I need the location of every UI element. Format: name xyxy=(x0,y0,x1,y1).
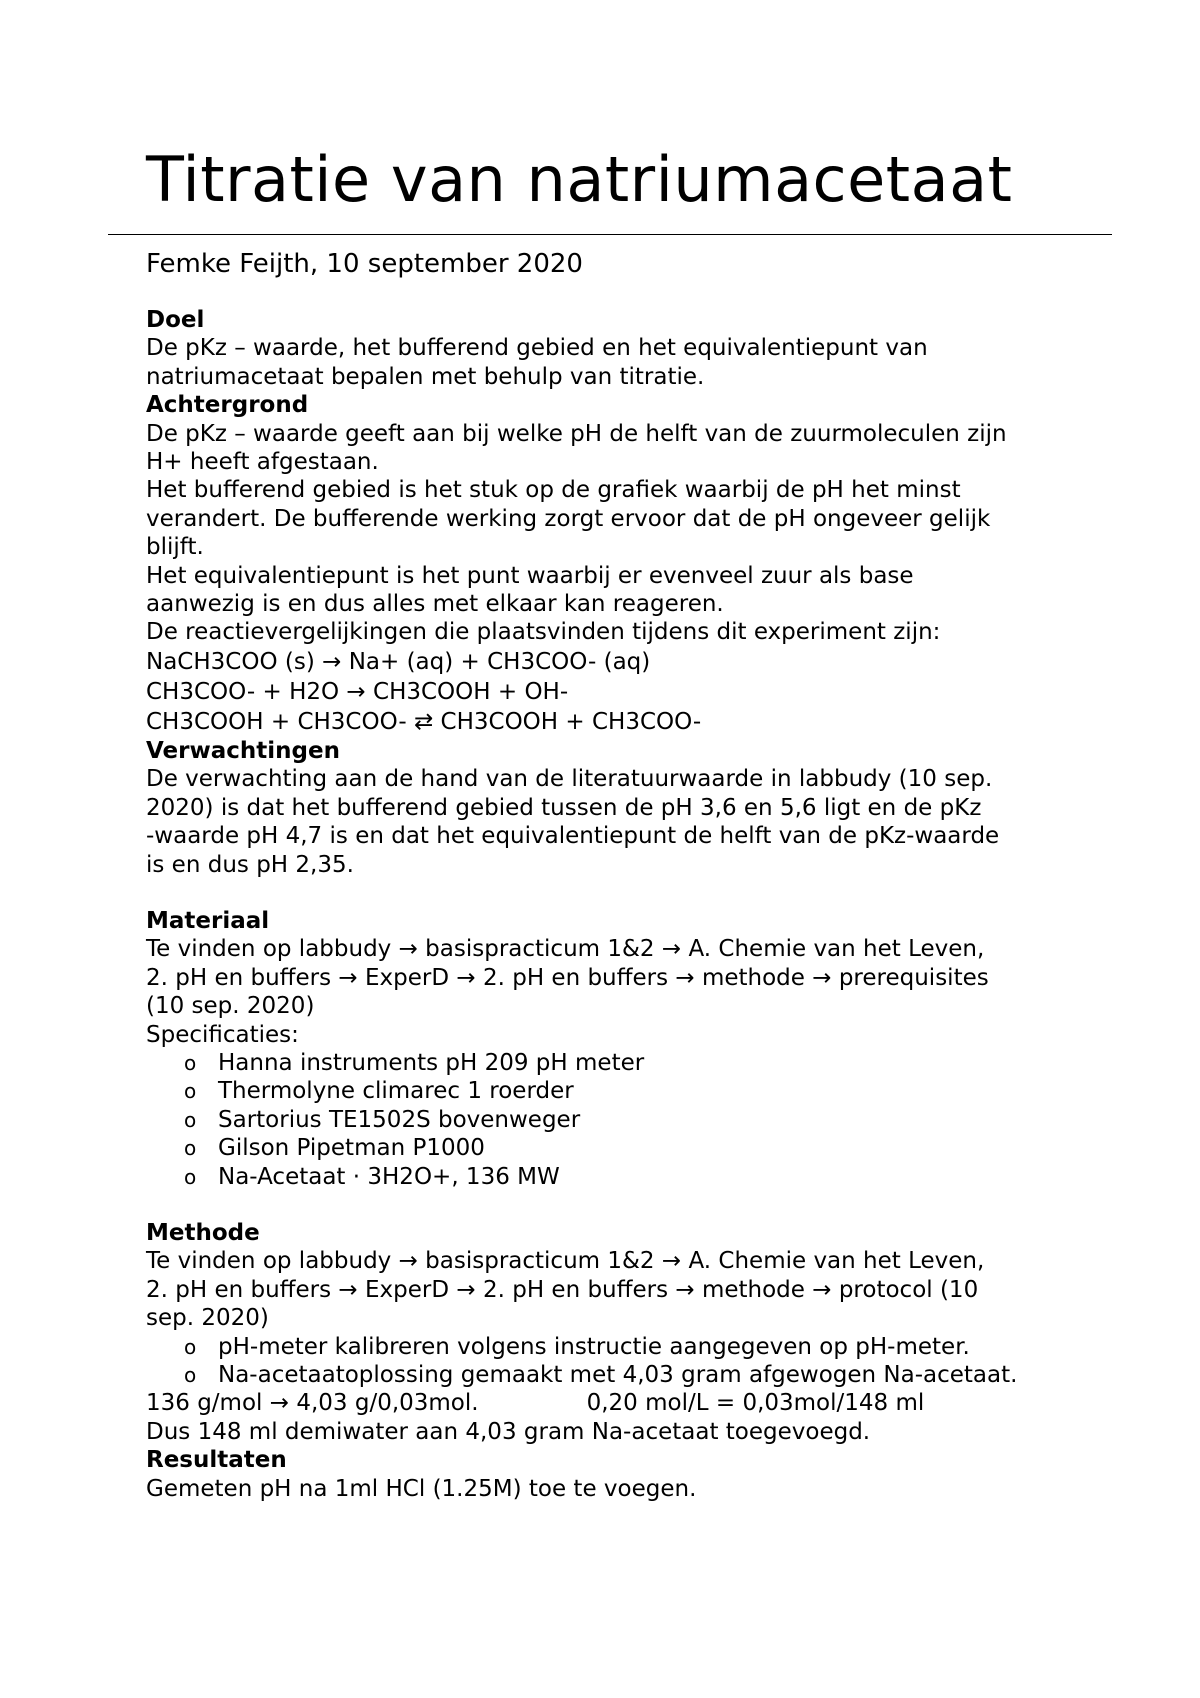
verwachtingen-line: 2020) is dat het bufferend gebied tussen de pH 3,6 en 5,6 ligt en de pKz xyxy=(146,794,982,821)
doel-line: De pKz – waarde, het bufferend gebied en het equivalentiepunt van xyxy=(146,335,928,362)
document-title: Titratie van natriumacetaat xyxy=(146,143,1013,216)
materiaal-line: Te vinden op labbudy → basispracticum 1&2 → A. Chemie van het Leven, xyxy=(146,936,985,963)
methode-line: 2. pH en buffers → ExperD → 2. pH en buffers → methode → protocol (10 xyxy=(146,1276,979,1303)
author-date-line: Femke Feijth, 10 september 2020 xyxy=(146,249,583,279)
step-text: pH-meter kalibreren volgens instructie aangegeven op pH-meter. xyxy=(218,1333,970,1360)
reaction-equation: NaCH3COO (s) → Na+ (aq) + CH3COO- (aq) xyxy=(146,648,651,675)
bullet-icon: o xyxy=(184,1334,197,1359)
heading-verwachtingen: Verwachtingen xyxy=(146,737,340,764)
bullet-icon: o xyxy=(184,1079,197,1104)
materiaal-line: 2. pH en buffers → ExperD → 2. pH en buffers → methode → prerequisites xyxy=(146,964,989,991)
achtergrond-line: verandert. De bufferende werking zorgt ervoor dat de pH ongeveer gelijk xyxy=(146,505,991,532)
achtergrond-line: De reactievergelijkingen die plaatsvinden tijdens dit experiment zijn: xyxy=(146,619,941,646)
achtergrond-line: De pKz – waarde geeft aan bij welke pH de helft van de zuurmoleculen zijn xyxy=(146,420,1007,447)
spec-text: Sartorius TE1502S bovenweger xyxy=(218,1106,581,1133)
step-text: Na-acetaatoplossing gemaakt met 4,03 gram afgewogen Na-acetaat. xyxy=(218,1362,1018,1388)
heading-doel: Doel xyxy=(146,307,205,333)
reaction-equation: CH3COOH + CH3COO- ⇄ CH3COOH + CH3COO- xyxy=(146,708,702,735)
doel-line: natriumacetaat bepalen met behulp van titratie. xyxy=(146,363,705,390)
title-divider xyxy=(108,234,1112,235)
calc-left: 136 g/mol → 4,03 g/0,03mol. xyxy=(146,1390,479,1417)
list-item xyxy=(146,1077,1106,1105)
heading-achtergrond: Achtergrond xyxy=(146,392,309,419)
materiaal-line: Specificaties: xyxy=(146,1021,299,1048)
list-item xyxy=(146,1134,1106,1162)
bullet-icon: o xyxy=(184,1050,197,1075)
achtergrond-line: aanwezig is en dus alles met elkaar kan reageren. xyxy=(146,591,724,618)
bullet-icon: o xyxy=(184,1363,197,1387)
methode-line: Te vinden op labbudy → basispracticum 1&2 → A. Chemie van het Leven, xyxy=(146,1248,985,1275)
bullet-icon: o xyxy=(184,1164,197,1189)
spec-text: Hanna instruments pH 209 pH meter xyxy=(218,1049,645,1076)
heading-methode: Methode xyxy=(146,1219,260,1246)
methode-line: sep. 2020) xyxy=(146,1305,269,1332)
verwachtingen-line: is en dus pH 2,35. xyxy=(146,851,354,878)
reaction-equation: CH3COO- + H2O → CH3COOH + OH- xyxy=(146,678,569,705)
achtergrond-line: Het bufferend gebied is het stuk op de grafiek waarbij de pH het minst xyxy=(146,477,961,504)
resultaten-line: Gemeten pH na 1ml HCl (1.25M) toe te voegen. xyxy=(146,1475,697,1502)
calculation-line xyxy=(146,1389,1106,1417)
verwachtingen-line: De verwachting aan de hand van de literatuurwaarde in labbudy (10 sep. xyxy=(146,766,993,793)
list-item xyxy=(146,1106,1106,1134)
heading-resultaten: Resultaten xyxy=(146,1447,287,1474)
bullet-icon: o xyxy=(184,1136,197,1161)
achtergrond-line: blijft. xyxy=(146,534,204,561)
list-item xyxy=(146,1361,1106,1389)
spec-text: Na-Acetaat · 3H2O+, 136 MW xyxy=(218,1163,560,1190)
achtergrond-line: H+ heeft afgestaan. xyxy=(146,449,379,476)
method-steps-list xyxy=(146,1333,1106,1390)
list-item xyxy=(146,1049,1106,1077)
methode-added-line: Dus 148 ml demiwater aan 4,03 gram Na-acetaat toegevoegd. xyxy=(146,1418,871,1445)
spec-text: Thermolyne climarec 1 roerder xyxy=(218,1078,574,1105)
section-spacer xyxy=(146,1191,1106,1219)
document-body xyxy=(146,306,1106,1503)
materiaal-line: (10 sep. 2020) xyxy=(146,993,315,1020)
calc-right: 0,20 mol/L = 0,03mol/148 ml xyxy=(586,1390,925,1417)
verwachtingen-line: -waarde pH 4,7 is en dat het equivalentiepunt de helft van de pKz-waarde xyxy=(146,823,1000,850)
specifications-list xyxy=(146,1049,1106,1191)
list-item xyxy=(146,1163,1106,1191)
heading-materiaal: Materiaal xyxy=(146,907,270,934)
section-spacer xyxy=(146,879,1106,907)
bullet-icon: o xyxy=(184,1107,197,1132)
list-item xyxy=(146,1333,1106,1361)
achtergrond-line: Het equivalentiepunt is het punt waarbij er evenveel zuur als base xyxy=(146,562,914,589)
spec-text: Gilson Pipetman P1000 xyxy=(218,1135,485,1162)
